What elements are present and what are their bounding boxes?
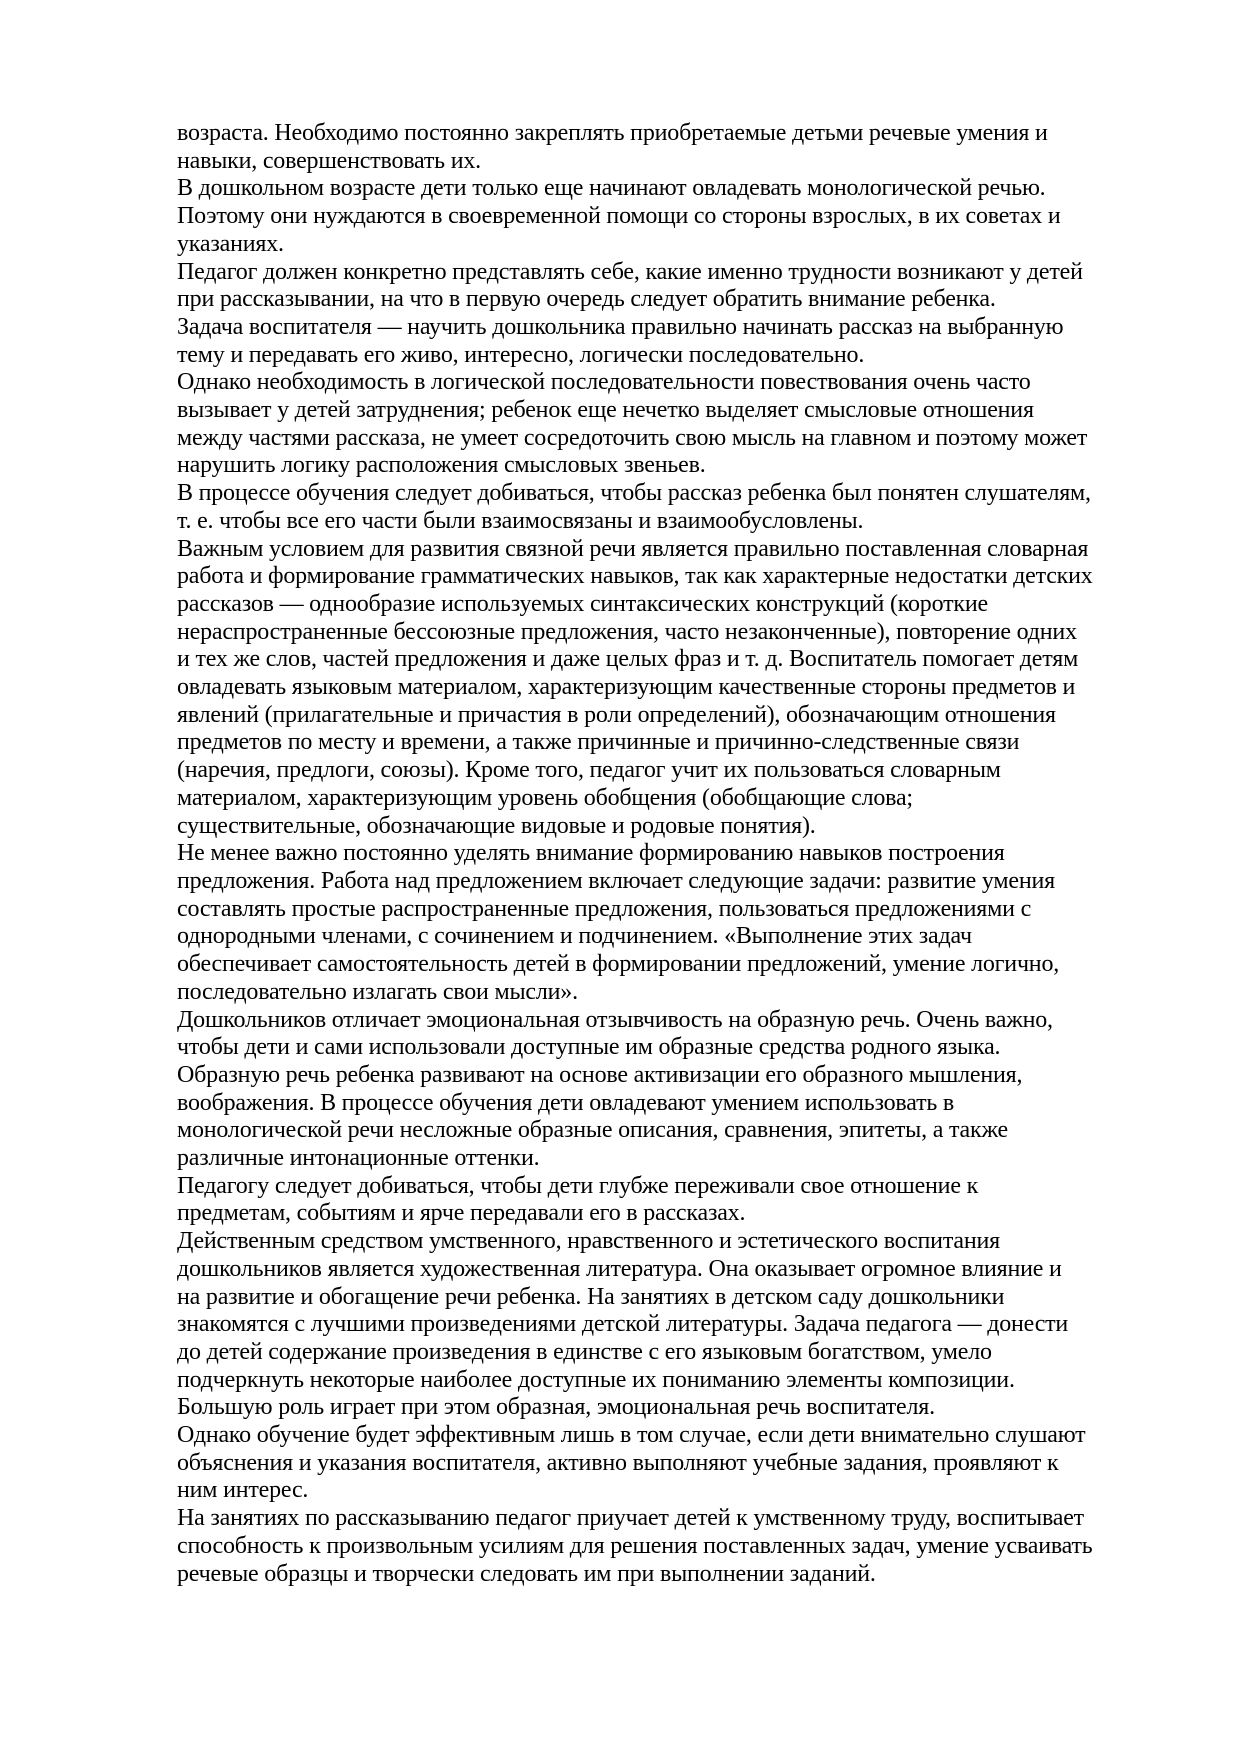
text-line: материалом, характеризующим уровень обобщения (обобщающие слова; (177, 784, 913, 811)
text-line: предложения. Работа над предложением включает следующие задачи: развитие умения (177, 867, 1055, 894)
text-line: Действенным средством умственного, нравственного и эстетического воспитания (177, 1228, 1000, 1255)
text-line: предметам, событиям и ярче передавали его в рассказах. (177, 1200, 746, 1227)
text-line: В дошкольном возрасте дети только еще начинают овладевать монологической речью. (177, 175, 1046, 202)
text-line: нераспространенные бессоюзные предложения, часто незаконченные), повторение одних (177, 618, 1077, 645)
paragraph (177, 1422, 1167, 1505)
text-line: чтобы дети и сами использовали доступные им образные средства родного языка. (177, 1034, 1001, 1061)
text-line: возраста. Необходимо постоянно закреплять приобретаемые детьми речевые умения и (177, 120, 1048, 146)
text-line: навыки, совершенствовать их. (177, 147, 481, 174)
paragraph (177, 120, 1167, 175)
text-line: между частями рассказа, не умеет сосредоточить свою мысль на главном и поэтому может (177, 424, 1088, 451)
text-line: В процессе обучения следует добиваться, чтобы рассказ ребенка был понятен слушателям, (177, 480, 1091, 507)
paragraph (177, 840, 1167, 1006)
paragraph (177, 1505, 1167, 1588)
text-line: рассказов — однообразие используемых синтаксических конструкций (короткие (177, 590, 988, 617)
paragraph (177, 480, 1167, 535)
text-line: способность к произвольным усилиям для решения поставленных задач, умение усваивать (177, 1532, 1093, 1559)
text-line: объяснения и указания воспитателя, активно выполняют учебные задания, проявляют к (177, 1449, 1059, 1476)
text-line: существительные, обозначающие видовые и родовые понятия). (177, 812, 816, 839)
text-line: (наречия, предлоги, союзы). Кроме того, педагог учит их пользоваться словарным (177, 757, 1001, 784)
text-line: работа и формирование грамматических навыков, так как характерные недостатки детских (177, 563, 1093, 590)
text-line: Поэтому они нуждаются в своевременной помощи со стороны взрослых, в их советах и (177, 203, 1061, 230)
text-line: и тех же слов, частей предложения и даже целых фраз и т. д. Воспитатель помогает детям (177, 646, 1079, 673)
text-line: обеспечивает самостоятельность детей в формировании предложений, умение логично, (177, 951, 1060, 978)
paragraph (177, 1228, 1167, 1422)
text-line: воображения. В процессе обучения дети овладевают умением использовать в (177, 1089, 955, 1116)
text-line: Педагогу следует добиваться, чтобы дети глубже переживали свое отношение к (177, 1172, 979, 1199)
paragraph (177, 536, 1167, 841)
text-line: знакомятся с лучшими произведениями детской литературы. Задача педагога — донести (177, 1311, 1069, 1338)
text-line: Задача воспитателя — научить дошкольника правильно начинать рассказ на выбранную (177, 313, 1064, 340)
text-line: овладевать языковым материалом, характеризующим качественные стороны предметов и (177, 674, 1076, 701)
paragraph (177, 175, 1167, 258)
paragraph (177, 314, 1167, 369)
text-line: т. е. чтобы все его части были взаимосвязаны и взаимообусловлены. (177, 507, 864, 534)
text-line: на развитие и обогащение речи ребенка. На занятиях в детском саду дошкольники (177, 1283, 1005, 1310)
text-line: дошкольников является художественная литература. Она оказывает огромное влияние и (177, 1255, 1062, 1282)
text-line: предметов по месту и времени, а также причинные и причинно-следственные связи (177, 729, 1020, 756)
text-line: ним интерес. (177, 1477, 309, 1504)
text-line: подчеркнуть некоторые наиболее доступные их пониманию элементы композиции. (177, 1366, 1015, 1393)
text-line: Не менее важно постоянно уделять внимание формированию навыков построения (177, 840, 1005, 867)
paragraph (177, 1007, 1167, 1173)
text-line: последовательно излагать свои мысли». (177, 978, 578, 1005)
text-line: до детей содержание произведения в единстве с его языковым богатством, умело (177, 1338, 992, 1365)
text-line: составлять простые распространенные предложения, пользоваться предложениями с (177, 895, 1032, 922)
text-line: указаниях. (177, 230, 284, 257)
text-line: монологической речи несложные образные описания, сравнения, эпитеты, а также (177, 1117, 1008, 1144)
paragraph (177, 1173, 1167, 1228)
text-line: Однако необходимость в логической последовательности повествования очень часто (177, 369, 1031, 396)
text-line: речевые образцы и творчески следовать им при выполнении заданий. (177, 1560, 876, 1587)
document-text-block (177, 120, 1167, 1588)
text-line: Педагог должен конкретно представлять себе, какие именно трудности возникают у детей (177, 258, 1083, 285)
text-line: Дошкольников отличает эмоциональная отзывчивость на образную речь. Очень важно, (177, 1006, 1053, 1033)
text-line: явлений (прилагательные и причастия в роли определений), обозначающим отношения (177, 701, 1056, 728)
text-line: Важным условием для развития связной речи является правильно поставленная словарная (177, 535, 1089, 562)
text-line: при рассказывании, на что в первую очередь следует обратить внимание ребенка. (177, 286, 996, 313)
text-line: вызывает у детей затруднения; ребенок еще нечетко выделяет смысловые отношения (177, 397, 1034, 424)
text-line: тему и передавать его живо, интересно, логически последовательно. (177, 341, 865, 368)
text-line: Образную речь ребенка развивают на основе активизации его образного мышления, (177, 1061, 1023, 1088)
text-line: Однако обучение будет эффективным лишь в том случае, если дети внимательно слушают (177, 1422, 1086, 1449)
text-line: нарушить логику расположения смысловых звеньев. (177, 452, 706, 479)
text-line: На занятиях по рассказыванию педагог приучает детей к умственному труду, воспитывает (177, 1505, 1084, 1532)
text-line: различные интонационные оттенки. (177, 1145, 540, 1172)
text-line: однородными членами, с сочинением и подчинением. «Выполнение этих задач (177, 923, 972, 950)
text-line: Большую роль играет при этом образная, эмоциональная речь воспитателя. (177, 1394, 935, 1421)
paragraph (177, 259, 1167, 314)
paragraph (177, 369, 1167, 480)
